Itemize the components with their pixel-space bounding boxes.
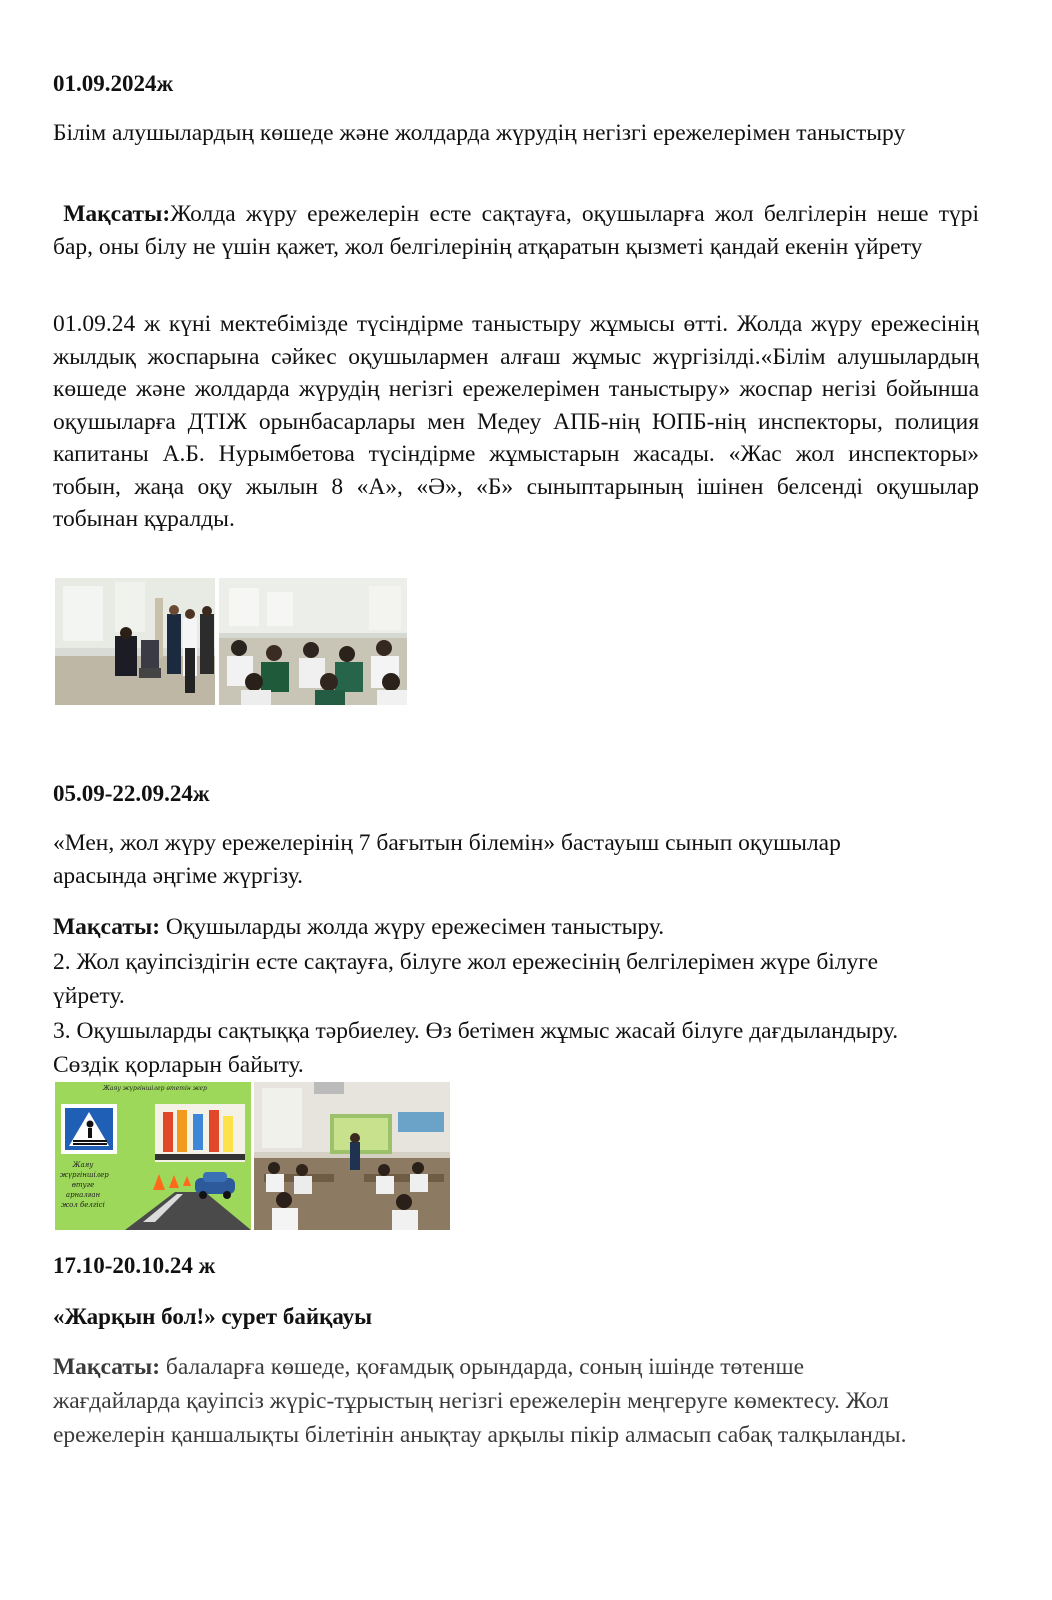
classroom-lesson-photo [254,1082,450,1230]
section1-date: 01.09.2024ж [53,71,174,96]
section2-goal-text: Оқушыларды жолда жүру ережесімен таныстыру. [160,914,665,940]
section1-body: 01.09.24 ж күні мектебімізде түсіндірме таныстыру жұмысы өтті. Жолда жүру ережесінің жылдық жоспарына сәйкес оқушылармен алғаш жұмыс жүргізілді.«Білім алушылардың көшеде және жолдарда жүрудің негізгі ережелерімен таныстыру» жоспар негізі бойынша оқушыларға ДТІЖ орынбасарлары мен Медеу АПБ-нің ЮПБ-нің инспекторы, полиция капитаны А.Б. Нурымбетова түсіндірме жұмыстарын жасады. «Жас жол инспекторы» тобын, жаңа оқу жылын 8 «А», «Ә», «Б» сыныптарының ішінен белсенді оқушылар тобынан құралды. [53,311,979,532]
section2-item-2: 2. Жол қауіпсіздігін есте сақтауға, білуге жол ережесінің белгілерімен жүре білуге үйрету. [53,949,879,1009]
section1-goal-text: Жолда жүру ережелерін есте сақтауға, оқушыларға жол белгілерін неше түрі бар, оны білу не үшін қажет, жол белгілерінің атқаратын қызметі қандай екенін үйрету [53,201,980,260]
section3-goal-text: балаларға көшеде, қоғамдық орындарда, соның ішінде төтенше жағдайларда қауіпсіз жүріс-тұрыстың негізгі ережелерін меңгеруге көмектесу. Жол ережелерін қаншалықты білетінін анықтау арқылы пікір алмасып сабақ талқыланды. [53,1354,907,1448]
section1-title: Білім алушылардың көшеде және жолдарда жүрудің негізгі ережелерімен таныстыру [53,120,906,146]
section1-goal-label: Мақсаты: [63,201,171,227]
section3-date: 17.10-20.10.24 ж [53,1253,216,1278]
section2-item-3: 3. Оқушыларды сақтыққа тәрбиелеу. Өз бетімен жұмыс жасай білуге дағдыландыру. Сөздік қорларын байыту. [53,1018,899,1078]
section3-goal-label: Мақсаты: [53,1354,161,1380]
section3-title: «Жарқын бол!» сурет байқауы [53,1304,373,1329]
section2-goal [53,911,979,944]
section2-title: «Мен, жол жүру ережелерінің 7 бағытын білемін» бастауыш сынып оқушылар арасында әңгіме жүргізу. [53,830,841,889]
poster-title: Жаяу жүргіншілер өтетін жер [103,1085,207,1092]
classroom-photo-inspector [55,578,215,705]
section1-goal [53,198,979,263]
poster-caption: Жаяу жүргіншілер өтуге арналған жол белгісі [60,1161,109,1209]
classroom-photo-students [219,578,407,705]
section2-goal-label: Мақсаты: [53,914,161,940]
section2-date: 05.09-22.09.24ж [53,781,210,806]
section3-goal [53,1350,933,1452]
